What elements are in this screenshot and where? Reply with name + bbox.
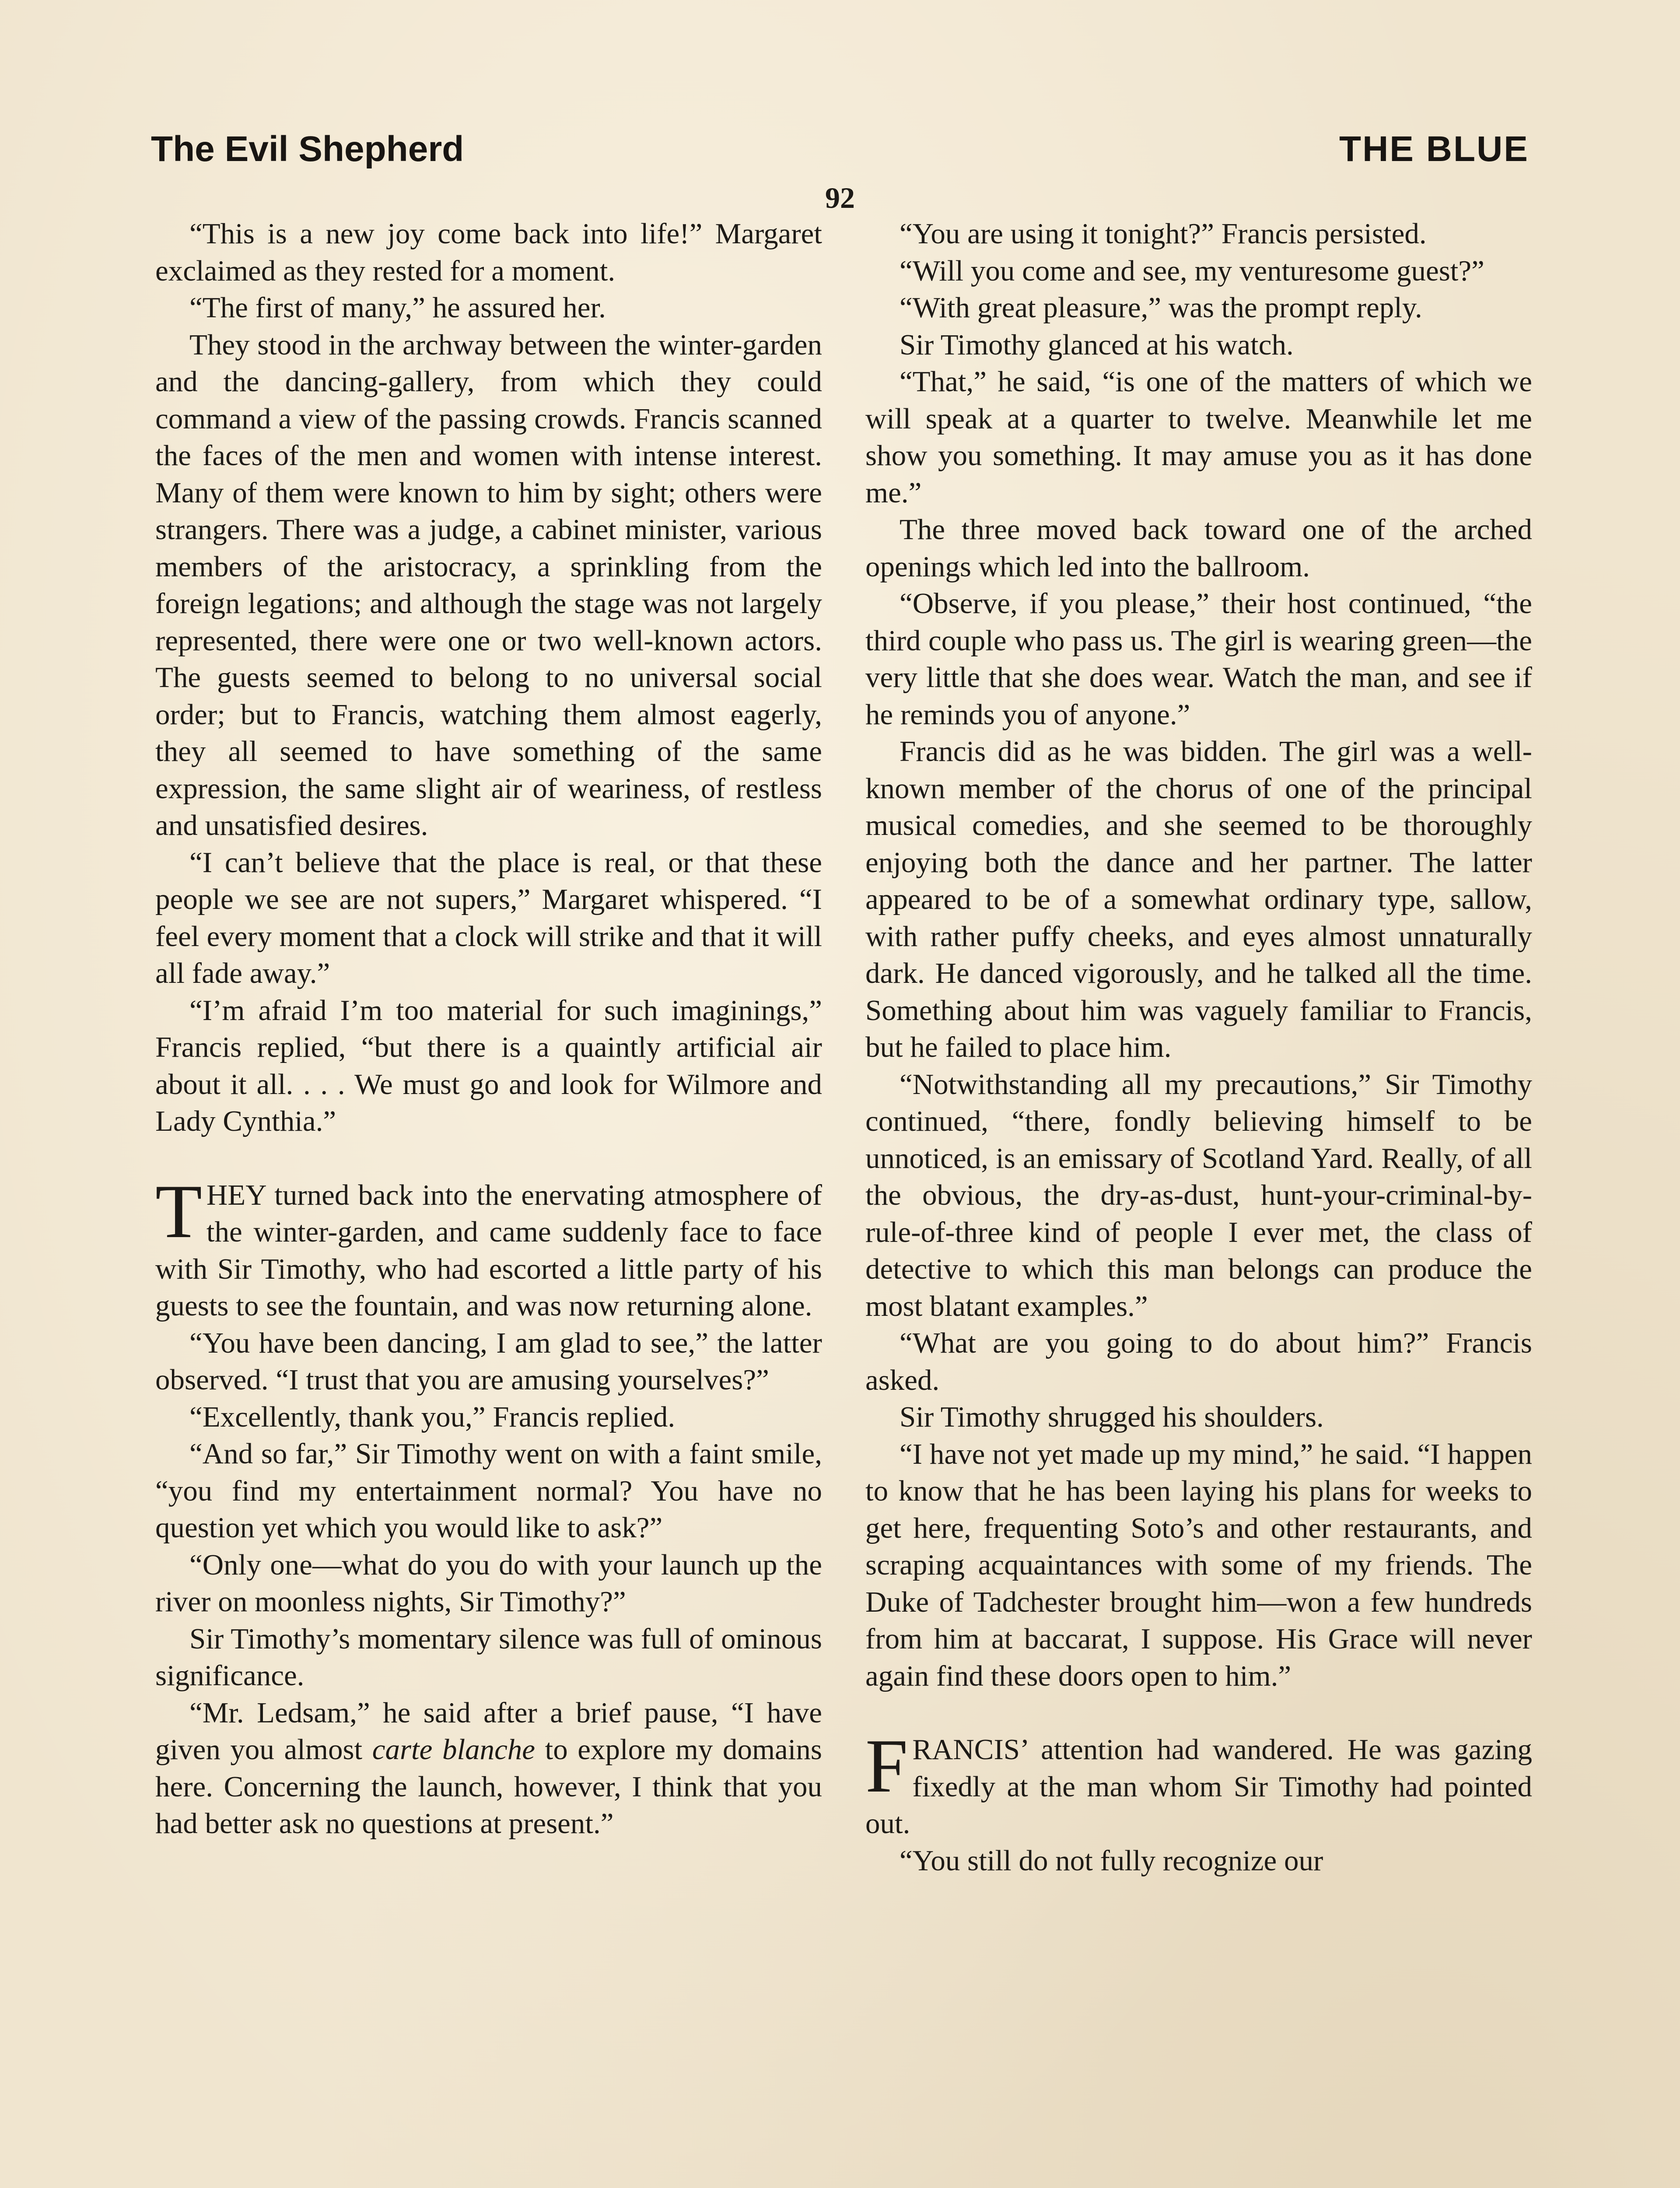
paragraph: “I have not yet made up my mind,” he said. “I happen to know that he has been laying his plans for weeks to get here, frequenting Soto’s and other restaurants, and scraping acquaintances with some of my friends. The Duke of Tadchester brought him—won a few hundreds from him at baccarat, I suppose. His Grace will never again find these doors open to him.” <box>865 1438 1532 1692</box>
paragraph: “What are you going to do about him?” Francis asked. <box>865 1327 1532 1396</box>
paragraph: “Notwithstanding all my precautions,” Sir Timothy continued, “there, fondly believing himself to be unnoticed, is an emissary of Scotland Yard. Really, of all the obvious, the dry-as-dust, hunt-your-criminal-by-rule-of-three kind of people I ever met, the class of detective to which this man belongs can produce the most blatant examples.” <box>865 1068 1532 1322</box>
page-number: 92 <box>825 181 855 214</box>
paragraph: “I can’t believe that the place is real, or that these people we see are not supers,” Margaret whispered. “I feel every moment that a clock will strike and that it will all fade away.” <box>155 846 822 989</box>
section-opening-paragraph <box>865 1723 1532 1842</box>
paragraph: “Excellently, thank you,” Francis replied. <box>189 1400 676 1433</box>
section-opening-paragraph <box>155 1168 822 1325</box>
italic-phrase: carte blanche <box>372 1733 536 1766</box>
right-text-column <box>865 215 1532 1879</box>
text-run: to explore my domains here. Concerning the launch, however, I think that you had better ask no questions at present.” <box>155 1733 822 1840</box>
paragraph: “Will you come and see, my venturesome guest?” <box>900 254 1484 287</box>
paragraph: The three moved back toward one of the arched openings which led into the ballroom. <box>865 513 1532 583</box>
paragraph: “Observe, if you please,” their host continued, “the third couple who pass us. The girl is wearing green—the very little that she does wear. Watch the man, and see if he reminds you of anyone.” <box>865 587 1532 731</box>
section-opening-text: HEY turned back into the enervating atmosphere of the winter-garden, and came suddenly face to face with Sir Timothy, who had escorted a little party of his guests to see the fountain, and was now returning alone. <box>155 1178 822 1322</box>
section-opening-text: RANCIS’ attention had wandered. He was gazing fixedly at the man whom Sir Timothy had pointed out. <box>865 1733 1532 1840</box>
paragraph: They stood in the archway between the winter-garden and the dancing-gallery, from which they could command a view of the passing crowds. Francis scanned the faces of the men and women with intense interest. Many of them were known to him by sight; others were strangers. There was a judge, a cabinet minister, various members of the aristocracy, a sprinkling from the foreign legations; and although the stage was not largely represented, there were one or two well-known actors. The guests seemed to belong to no universal social order; but to Francis, watching them almost eagerly, they all seemed to have something of the same expression, the same slight air of weariness, of restless and unsatisfied desires. <box>155 328 822 842</box>
running-head-magazine-title: THE BLUE <box>1339 129 1529 169</box>
paragraph: Sir Timothy shrugged his shoulders. <box>900 1401 1324 1433</box>
drop-cap: T <box>155 1168 202 1254</box>
paragraph: Sir Timothy glanced at his watch. <box>900 328 1294 361</box>
text-run: “Mr. Ledsam,” he said after a brief pause, “I have given you almost <box>155 1696 822 1766</box>
paragraph: “You are using it tonight?” Francis persisted. <box>900 217 1427 250</box>
paragraph: “The first of many,” he assured her. <box>189 291 606 324</box>
paragraph: “Only one—what do you do with your launch up the river on moonless nights, Sir Timothy?” <box>155 1548 822 1618</box>
drop-cap: F <box>865 1723 908 1808</box>
paragraph <box>155 1694 822 1842</box>
running-head-story-title: The Evil Shepherd <box>151 129 464 169</box>
paragraph: “You have been dancing, I am glad to see,” the latter observed. “I trust that you are amusing yourselves?” <box>155 1326 822 1396</box>
paragraph: “That,” he said, “is one of the matters of which we will speak at a quarter to twelve. Meanwhile let me show you something. It may amuse you as it has done me.” <box>865 365 1532 509</box>
paragraph: “And so far,” Sir Timothy went on with a faint smile, “you find my entertainment normal? You have no question yet which you would like to ask?” <box>155 1438 822 1544</box>
paragraph: Francis did as he was bidden. The girl was a well-known member of the chorus of one of the principal musical comedies, and she seemed to be thoroughly enjoying both the dance and her partner. The latter appeared to be of a somewhat ordinary type, sallow, with rather puffy cheeks, and eyes almost unnaturally dark. He danced vigorously, and he talked all the time. Something about him was vaguely familiar to Francis, but he failed to place him. <box>865 735 1532 1063</box>
paragraph: Sir Timothy’s momentary silence was full of ominous significance. <box>155 1622 822 1692</box>
left-text-column <box>155 215 822 1842</box>
paragraph: “I’m afraid I’m too material for such imaginings,” Francis replied, “but there is a quaintly artificial air about it all. . . . We must go and look for Wilmore and Lady Cynthia.” <box>155 994 822 1137</box>
paragraph: “With great pleasure,” was the prompt reply. <box>900 291 1422 324</box>
paragraph: “You still do not fully recognize our <box>900 1844 1323 1877</box>
paragraph: “This is a new joy come back into life!” Margaret exclaimed as they rested for a moment. <box>155 217 822 287</box>
